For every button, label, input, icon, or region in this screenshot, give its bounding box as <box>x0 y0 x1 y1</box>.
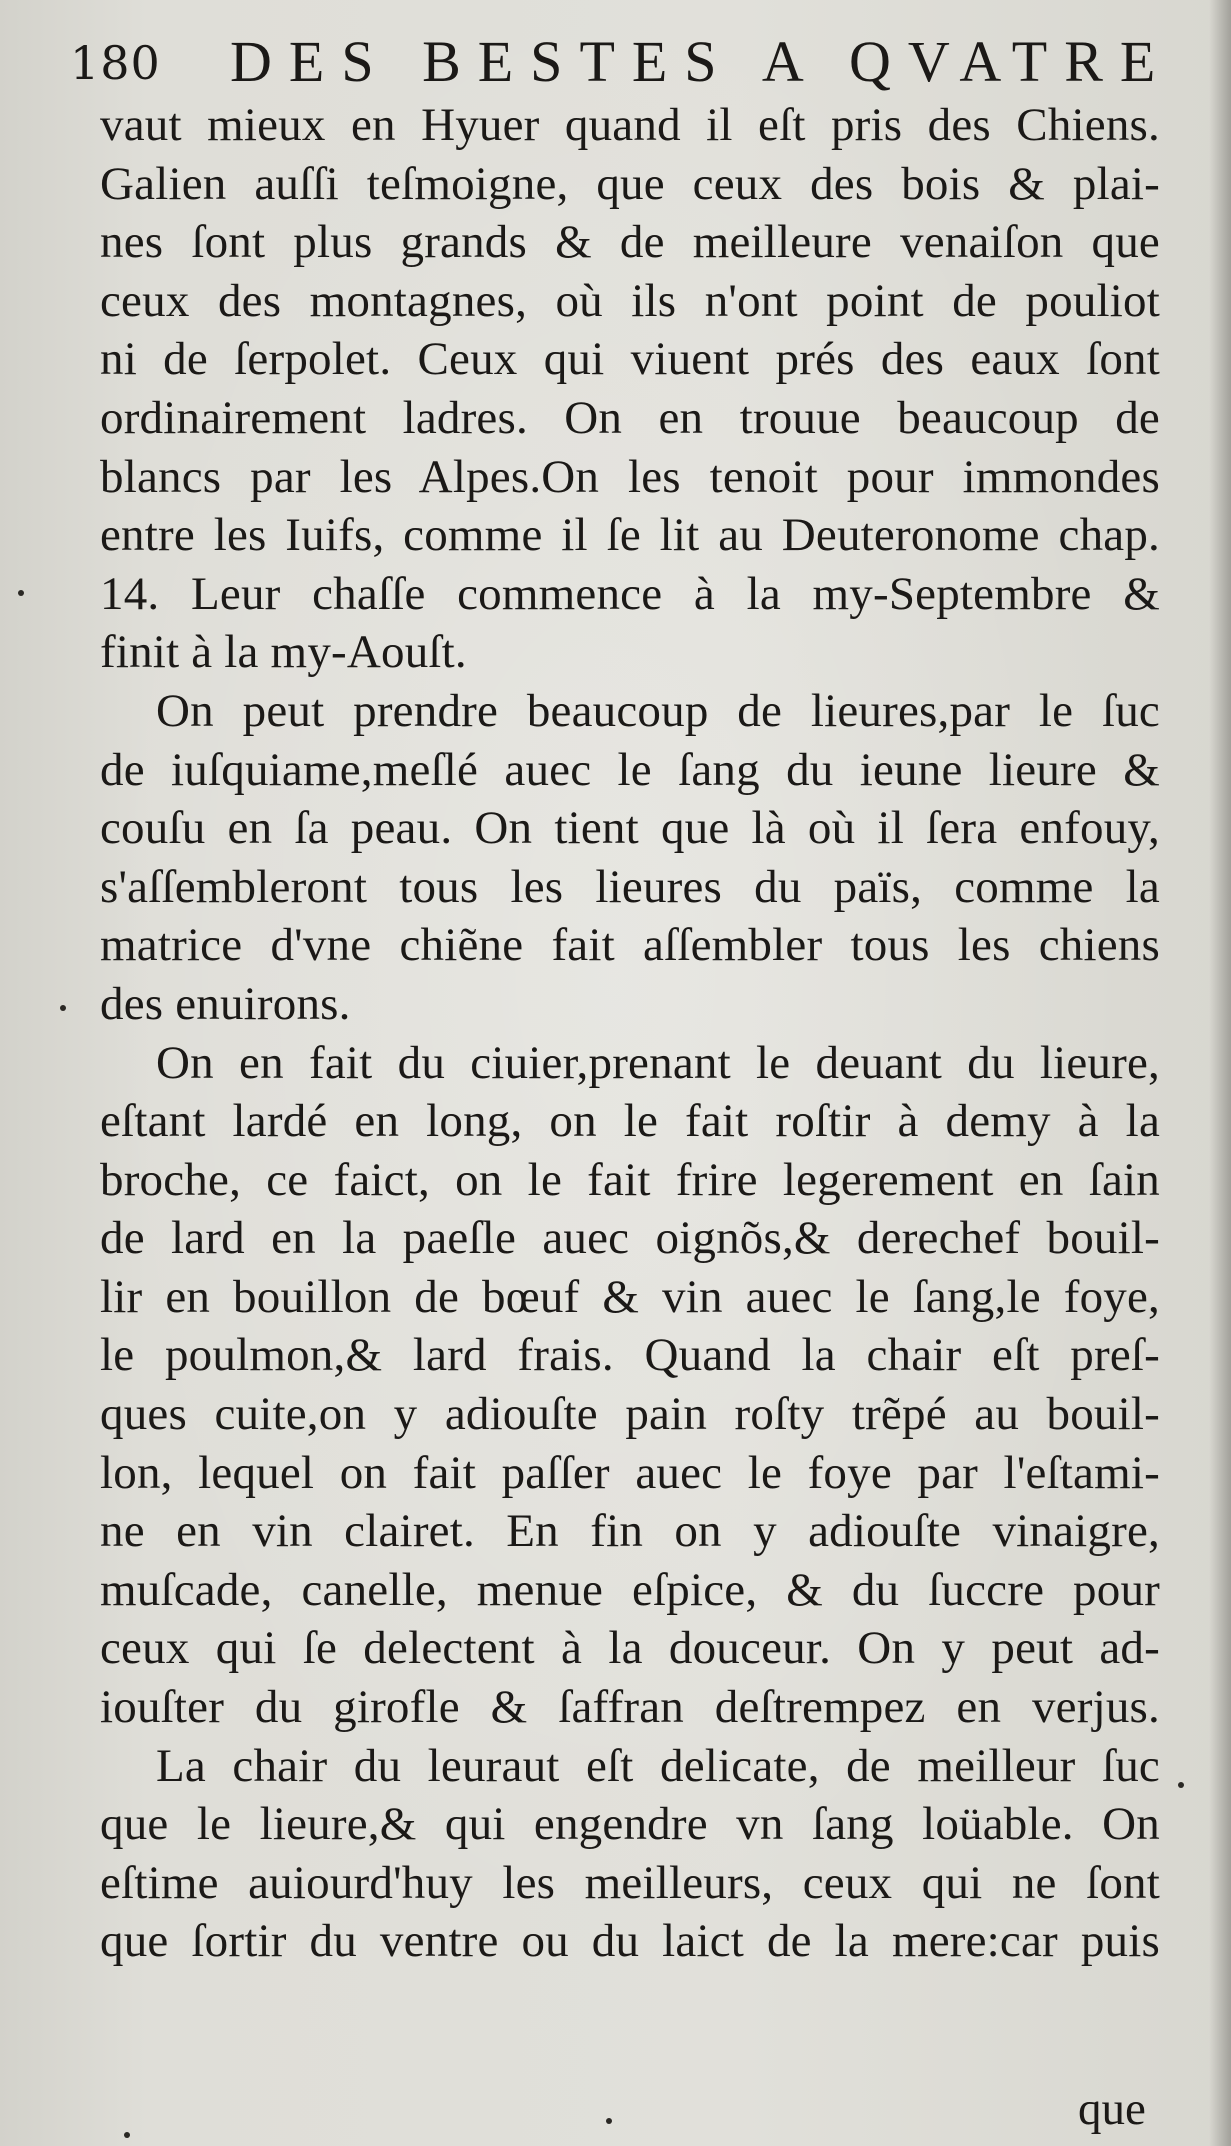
text-line: ceux des montagnes, où ils n'ont point de pouliot <box>100 274 1160 327</box>
text-line: vaut mieux en Hyuer quand il eſt pris des Chiens. <box>100 99 1160 151</box>
body-text <box>100 96 1160 1971</box>
text-line: que le lieure,& qui engendre vn ſang loüable. On <box>100 1798 1160 1851</box>
text-line: entre les Iuifs, comme il ſe lit au Deuteronome chap. <box>100 509 1160 562</box>
text-line: 14. Leur chaſſe commence à la my-Septembre & <box>100 567 1160 620</box>
text-line: lir en bouillon de bœuf & vin auec le ſang,le foye, <box>100 1270 1160 1323</box>
catchword: que <box>1078 2083 1146 2135</box>
text-line: ques cuite,on y adiouſte pain roſty trẽpé au bouil- <box>100 1388 1160 1441</box>
text-line: le poulmon,& lard frais. Quand la chair eſt preſ- <box>100 1329 1160 1382</box>
text-line: On peut prendre beaucoup de lieures,par le ſuc <box>156 684 1160 737</box>
page-header <box>70 24 1173 104</box>
text-line: ordinairement ladres. On en trouue beaucoup de <box>100 391 1160 444</box>
text-line: ne en vin clairet. En fin on y adiouſte vinaigre, <box>100 1505 1160 1558</box>
ink-speck <box>124 2132 130 2138</box>
text-line: eſtime auiourd'huy les meilleurs, ceux qui ne ſont <box>100 1856 1160 1909</box>
running-head: DES BESTES A QVATRE <box>230 29 1173 94</box>
text-line: finit à la my-Aouſt. <box>100 626 467 679</box>
ink-speck <box>60 1005 66 1011</box>
ink-speck <box>1178 1782 1184 1788</box>
page-number: 180 <box>70 36 161 90</box>
text-line: des enuirons. <box>100 977 351 1030</box>
text-line: couſu en ſa peau. On tient que là où il ſera enfouy, <box>100 802 1160 855</box>
text-line: blancs par les Alpes.On les tenoit pour immondes <box>100 450 1160 503</box>
text-line: que ſortir du ventre ou du laict de la mere:car puis <box>100 1915 1160 1968</box>
text-line: s'aſſembleront tous les lieures du païs, comme la <box>100 860 1160 913</box>
text-line: eſtant lardé en long, on le fait roſtir à demy à la <box>100 1095 1160 1148</box>
text-line: broche, ce faict, on le fait frire legerement en ſain <box>100 1153 1160 1206</box>
text-line: muſcade, canelle, menue eſpice, & du ſuccre pour <box>100 1563 1160 1616</box>
text-line: ceux qui ſe delectent à la douceur. On y peut ad- <box>100 1622 1160 1675</box>
ink-speck <box>18 590 24 596</box>
text-line: matrice d'vne chiẽne fait aſſembler tous les chiens <box>100 919 1160 972</box>
text-line: de lard en la paeſle auec oignõs,& derechef bouil- <box>100 1212 1160 1265</box>
gutter-shadow <box>1209 0 1231 2146</box>
text-line: Galien auſſi teſmoigne, que ceux des bois & plai- <box>100 157 1160 210</box>
text-line: On en fait du ciuier,prenant le deuant du lieure, <box>156 1036 1160 1089</box>
text-line: La chair du leuraut eſt delicate, de meilleur ſuc <box>156 1739 1160 1792</box>
text-line: de iuſquiame,meſlé auec le ſang du ieune lieure & <box>100 743 1160 796</box>
text-line: nes ſont plus grands & de meilleure venaiſon que <box>100 216 1160 269</box>
ink-speck <box>606 2118 612 2124</box>
text-line: lon, lequel on fait paſſer auec le foye par l'eſtami- <box>100 1446 1160 1499</box>
text-line: ni de ſerpolet. Ceux qui viuent prés des eaux ſont <box>100 333 1160 386</box>
text-line: iouſter du girofle & ſaffran deſtrempez en verjus. <box>100 1681 1160 1734</box>
